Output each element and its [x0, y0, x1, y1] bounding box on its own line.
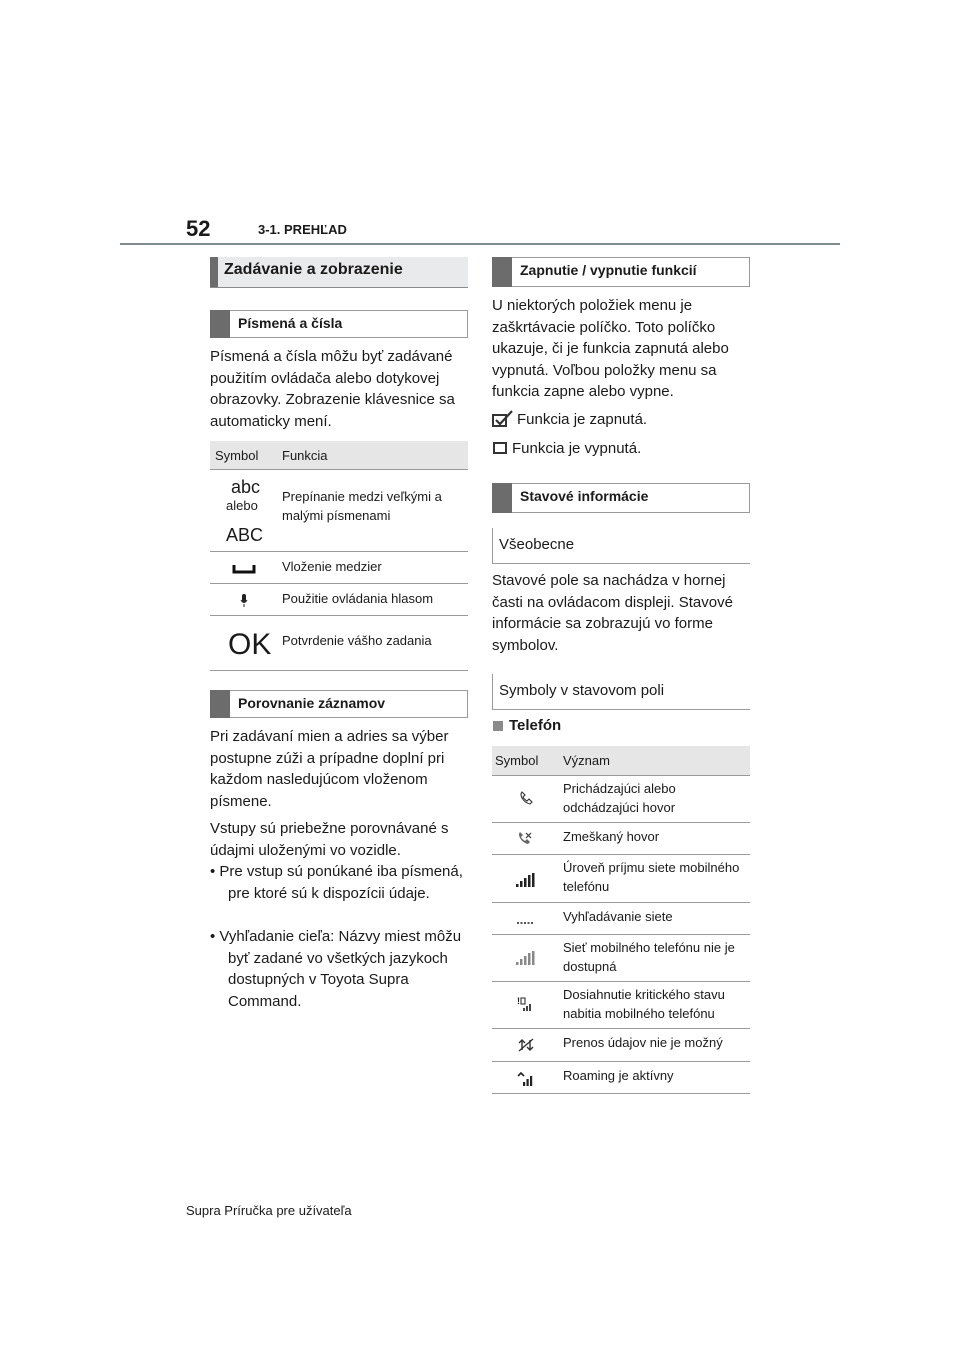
checkbox-checked-icon — [492, 410, 514, 428]
heading-text: Stavové informácie — [520, 488, 649, 504]
table-row — [210, 552, 468, 584]
heading-toggle-functions — [492, 257, 750, 287]
table-header — [210, 441, 468, 470]
heading-text: Všeobecne — [499, 536, 575, 553]
paragraph-input-intro: Písmená a čísla môžu byť zadávané použitím ovládača alebo dotykovej obrazovky. Zobrazenie klávesnice sa automaticky mení. — [210, 348, 455, 430]
table-row — [492, 1062, 750, 1093]
no-data-icon — [518, 1037, 534, 1053]
microphone-icon — [240, 594, 248, 608]
missed-call-icon — [517, 831, 533, 847]
paragraph-status-bar: Stavové pole sa nachádza v hornej časti na ovládacom displeji. Stavové informácie sa zobrazujú vo forme symbolov. — [492, 572, 733, 654]
status-symbols-table — [492, 746, 750, 1094]
abc-uppercase-symbol: ABC — [226, 525, 264, 545]
checked-description: Funkcia je zapnutá. — [517, 411, 648, 428]
paragraph-stored-data: Vstupy sú priebežne porovnávané s údajmi uloženými vo vozidle. — [210, 820, 449, 859]
ok-symbol: OK — [228, 628, 272, 661]
signal-strength-icon — [516, 873, 536, 887]
function-text: Použitie ovládania hlasom — [282, 591, 434, 606]
table-row — [492, 855, 750, 903]
column-header-meaning: Význam — [563, 753, 610, 768]
meaning-text: Vyhľadávanie siete — [563, 909, 673, 924]
table-row — [210, 616, 468, 670]
header-divider — [120, 243, 840, 245]
table-row — [492, 776, 750, 823]
bullet-item: • Vyhľadanie cieľa: Názvy miest môžu byť zadané vo všetkých jazykoch dostupných v Toyota Supra Command. — [210, 928, 462, 1010]
alebo-text: alebo — [226, 498, 258, 513]
footer-text: Supra Príručka pre užívateľa — [186, 1203, 352, 1218]
table-row — [492, 903, 750, 935]
symbols-table — [210, 441, 468, 671]
column-header-symbol: Symbol — [495, 753, 539, 768]
meaning-text: Roaming je aktívny — [563, 1068, 674, 1083]
table-row — [210, 470, 468, 552]
paragraph-checkbox: U niektorých položiek menu je zaškrtávacie políčko. Toto políčko ukazuje, či je funkcia zapnutá alebo vypnutá. Voľbou položky menu sa funkcia zapne alebo vypne. — [492, 297, 729, 400]
table-header — [492, 746, 750, 776]
phone-subheading: Telefón — [509, 717, 562, 734]
paragraph-compare: Pri zadávaní mien a adries sa výber postupne zúži a prípadne doplní pri každom nasledujúcom vloženom písmene. — [210, 728, 449, 810]
heading-text: Písmená a čísla — [238, 315, 343, 331]
heading-status-info — [492, 483, 750, 513]
table-row — [492, 935, 750, 982]
checkbox-unchecked-icon — [493, 442, 507, 454]
meaning-text: Zmeškaný hovor — [563, 829, 660, 844]
svg-text:!: ! — [517, 996, 520, 1006]
table-row — [492, 1029, 750, 1062]
heading-text: Zapnutie / vypnutie funkcií — [520, 262, 697, 278]
column-header-symbol: Symbol — [215, 448, 259, 463]
table-row — [492, 823, 750, 855]
table-row — [492, 982, 750, 1029]
roaming-icon — [517, 1072, 535, 1086]
bullet-item: • Pre vstup sú ponúkané iba písmená, pre ktoré sú k dispozícii údaje. — [210, 863, 463, 902]
section-title: 3-1. PREHĽAD — [258, 222, 347, 237]
no-network-icon — [516, 951, 536, 965]
heading-text: Porovnanie záznamov — [238, 695, 386, 711]
function-text: Vloženie medzier — [282, 559, 382, 574]
space-icon — [232, 564, 256, 574]
function-text: Prepínanie medzi veľkými a malými písmenami — [282, 489, 442, 523]
function-text: Potvrdenie vášho zadania — [282, 633, 432, 648]
unchecked-description: Funkcia je vypnutá. — [512, 440, 642, 457]
heading-letters-numbers — [210, 310, 468, 338]
meaning-text: Úroveň príjmu siete mobilného telefónu — [563, 860, 740, 894]
meaning-text: Sieť mobilného telefónu nie je dostupná — [563, 940, 735, 974]
heading-general — [492, 528, 750, 564]
meaning-text: Dosiahnutie kritického stavu nabitia mobilného telefónu — [563, 987, 725, 1021]
heading-status-symbols — [492, 674, 750, 710]
column-header-function: Funkcia — [282, 448, 328, 463]
meaning-text: Prenos údajov nie je možný — [563, 1035, 723, 1050]
section-marker-icon — [493, 721, 503, 731]
meaning-text: Prichádzajúci alebo odchádzajúci hovor — [563, 781, 676, 815]
abc-lowercase-symbol: abc — [231, 477, 261, 497]
heading-compare-entries — [210, 690, 468, 718]
phone-call-icon — [519, 791, 533, 805]
network-search-icon — [517, 921, 533, 925]
heading-text: Zadávanie a zobrazenie — [224, 261, 403, 278]
low-battery-icon — [517, 996, 533, 1012]
heading-text: Symboly v stavovom poli — [499, 682, 665, 699]
page-number: 52 — [186, 216, 211, 241]
table-row — [210, 584, 468, 616]
heading-input-display — [210, 257, 468, 288]
